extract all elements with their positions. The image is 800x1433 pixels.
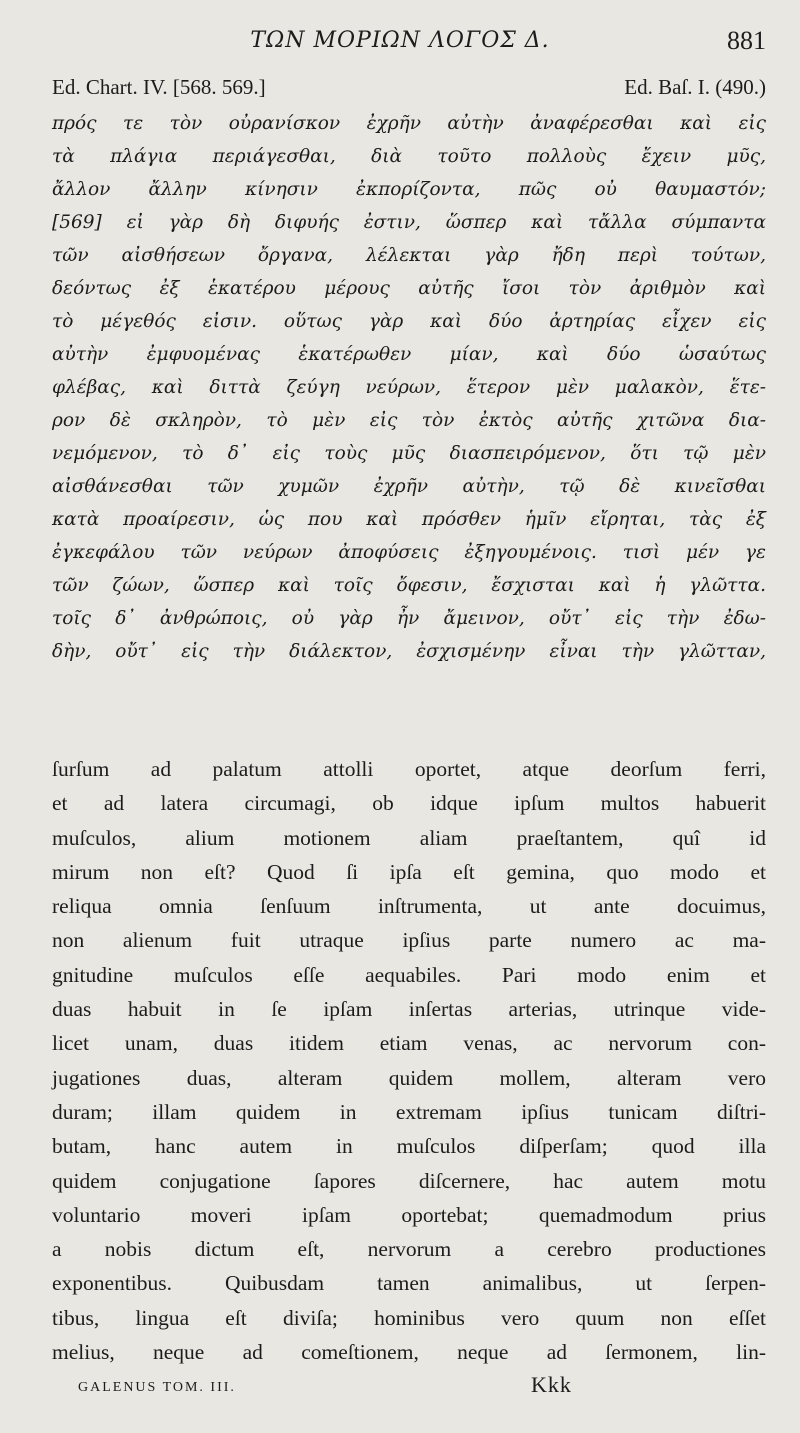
edition-chart-ref: Ed. Chart. IV. [568. 569.] [52,75,266,99]
latin-line: melius, neque ad comeſtionem, neque ad ſermonem, lin- [52,1340,766,1365]
latin-line: et ad latera circumagi, ob idque ipſum multos habuerit [52,791,766,816]
latin-line: ſurſum ad palatum attolli oportet, atque deorſum ferri, [52,757,766,781]
latin-line: licet unam, duas itidem etiam venas, ac nervorum con- [52,1031,766,1056]
edition-references [52,75,766,103]
greek-line: τῶν αἰσθήσεων ὄργανα, λέλεκται γὰρ ἤδη περὶ τούτων, [52,245,766,266]
latin-line: duram; illam quidem in extremam ipſius tunicam diſtri- [52,1099,766,1124]
greek-line: πρός τε τὸν οὐρανίσκον ἐχρῆν αὐτὴν ἀναφέρεσθαι καὶ εἰς [52,113,766,134]
greek-line: νεμόμενον, τὸ δ᾽ εἰς τοὺς μῦς διασπειρόμενον, ὅτι τῷ μὲν [52,443,766,464]
greek-line: δὴν, οὔτ᾽ εἰς τὴν διάλεκτον, ἐσχισμένην εἶναι τὴν γλῶτταν, [52,641,766,662]
latin-text-block [52,752,766,1369]
latin-line: non alienum fuit utraque ipſius parte numero ac ma- [52,928,766,953]
latin-line: quidem conjugatione ſapores diſcernere, hac autem motu [52,1168,766,1193]
latin-line: exponentibus. Quibusdam tamen animalibus, ut ſerpen- [52,1271,766,1296]
greek-line: ρον δὲ σκληρὸν, τὸ μὲν εἰς τὸν ἐκτὸς αὐτῆς χιτῶνα δια- [52,410,766,431]
greek-line: κατὰ προαίρεσιν, ὡς που καὶ πρόσθεν ἡμῖν εἴρηται, τὰς ἐξ [52,509,766,530]
latin-line: muſculos, alium motionem aliam praeſtantem, quî id [52,825,766,850]
greek-line: αὐτὴν ἐμφυομένας ἑκατέρωθεν μίαν, καὶ δύο ὡσαύτως [52,344,766,365]
running-title: ΤΩΝ ΜΟΡΙΩΝ ΛΟΓΟΣ Δ. [250,28,550,53]
greek-line: αἰσθάνεσθαι τῶν χυμῶν ἐχρῆν αὐτὴν, τῷ δὲ κινεῖσθαι [52,476,766,497]
volume-signature: GALENUS TOM. III. [78,1380,236,1395]
latin-line: voluntario moveri ipſam oportebat; quemadmodum prius [52,1202,766,1227]
signature-mark: Kkk [531,1372,572,1397]
latin-line: reliqua omnia ſenſuum inſtrumenta, ut ante docuimus, [52,894,766,919]
greek-line: τὰ πλάγια περιάγεσθαι, διὰ τοῦτο πολλοὺς ἔχειν μῦς, [52,146,766,167]
greek-line: ἄλλον ἄλλην κίνησιν ἐκπορίζοντα, πῶς οὐ θαυμαστόν; [52,179,766,200]
latin-line: tibus, lingua eſt diviſa; hominibus vero quum non eſſet [52,1305,766,1330]
latin-line: gnitudine muſculos eſſe aequabiles. Pari modo enim et [52,962,766,987]
greek-line: φλέβας, καὶ διττὰ ζεύγη νεύρων, ἕτερον μὲν μαλακὸν, ἕτε- [52,377,766,398]
greek-line: τοῖς δ᾽ ἀνθρώποις, οὐ γὰρ ἦν ἄμεινον, οὔτ᾽ εἰς τὴν ἐδω- [52,608,766,629]
latin-line: jugationes duas, alteram quidem mollem, alteram vero [52,1065,766,1090]
page-number: 881 [727,26,766,55]
edition-basel-ref: Ed. Baſ. I. (490.) [624,75,766,99]
latin-line: duas habuit in ſe ipſam inſertas arterias, utrinque vide- [52,997,766,1022]
greek-line: τὸ μέγεθός εἰσιν. οὕτως γὰρ καὶ δύο ἀρτηρίας εἶχεν εἰς [52,311,766,332]
greek-line: δεόντως ἐξ ἑκατέρου μέρους αὐτῆς ἴσοι τὸν ἀριθμὸν καὶ [52,278,766,299]
greek-line: [569] εἰ γὰρ δὴ διφυής ἐστιν, ὥσπερ καὶ τἄλλα σύμπαντα [52,212,766,233]
greek-text-block [52,107,766,668]
latin-line: butam, hanc autem in muſculos diſperſam; quod illa [52,1134,766,1159]
latin-line: mirum non eſt? Quod ſi ipſa eſt gemina, quo modo et [52,859,766,884]
greek-line: ἐγκεφάλου τῶν νεύρων ἀποφύσεις ἐξηγουμένοις. τισὶ μέν γε [52,542,766,563]
latin-line: a nobis dictum eſt, nervorum a cerebro productiones [52,1237,766,1262]
greek-line: τῶν ζώων, ὥσπερ καὶ τοῖς ὄφεσιν, ἔσχισται καὶ ἡ γλῶττα. [52,575,766,596]
